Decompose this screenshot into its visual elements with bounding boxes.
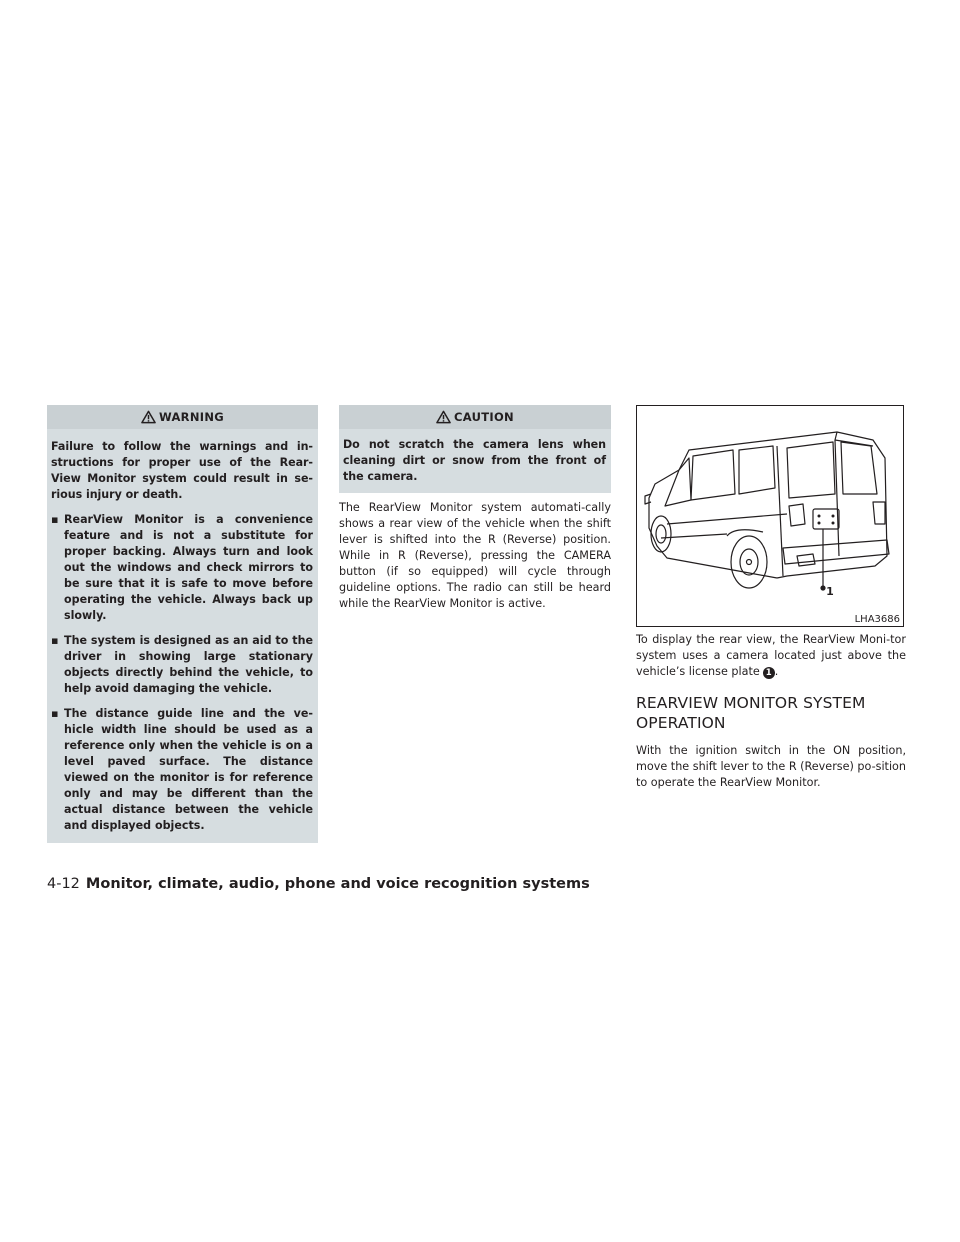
operation-paragraph: With the ignition switch in the ON position, move the shift lever to the R (Reverse) po-sition to operate the RearView Monitor. — [636, 744, 906, 789]
caution-column — [339, 405, 611, 612]
page-number: 4-12 — [47, 876, 80, 892]
bullet-dot-icon: ▪ — [51, 707, 59, 720]
figure-column — [636, 405, 906, 791]
caution-header — [339, 405, 611, 429]
section-heading: REARVIEW MONITOR SYSTEM OPERATION — [636, 694, 866, 732]
callout-1 — [820, 581, 840, 601]
page-footer — [47, 876, 590, 892]
warning-bullet: ▪ The distance guide line and the ve-hicle width line should be used as a reference only when the vehicle is on a level paved surface. The distance viewed on the monitor is for reference only and may be different than the actual distance between the vehicle and displayed objects. — [51, 707, 313, 832]
caution-title: CAUTION — [454, 410, 514, 424]
figure-code: LHA3686 — [854, 614, 900, 625]
van-illustration — [637, 406, 903, 626]
chapter-title: Monitor, climate, audio, phone and voice recognition systems — [85, 876, 590, 892]
caution-text: Do not scratch the camera lens when cleaning dirt or snow from the front of the camera. — [343, 438, 606, 483]
callout-number: 1 — [826, 584, 834, 598]
rearview-intro-paragraph: The RearView Monitor system automati-cally shows a rear view of the vehicle when the shift lever is shifted into the R (Reverse) position. While in R (Reverse), pressing the CAMERA button (if so equipped) will cycle through guideline options. The radio can still be heard while the RearView Monitor is active. — [339, 501, 611, 610]
bullet-dot-icon: ▪ — [51, 513, 59, 526]
warning-header — [47, 405, 318, 429]
warning-box — [47, 405, 318, 843]
camera-location-paragraph: To display the rear view, the RearView Moni-tor system uses a camera located just above the vehicle’s license plate 1 . — [636, 633, 906, 678]
callout-ref-icon: 1 — [763, 667, 775, 679]
warning-column — [47, 405, 318, 843]
warning-intro: Failure to follow the warnings and in-structions for proper use of the Rear-View Monitor system could result in se-rious injury or death. — [51, 440, 313, 501]
warning-title: WARNING — [159, 410, 224, 424]
van-rear-figure — [636, 405, 904, 627]
warning-triangle-icon — [141, 410, 156, 424]
warning-bullet: ▪ The system is designed as an aid to the driver in showing large stationary objects directly behind the vehicle, to help avoid damaging the vehicle. — [51, 634, 313, 695]
warning-bullet-list — [51, 512, 313, 834]
bullet-dot-icon: ▪ — [51, 634, 59, 647]
caution-box — [339, 405, 611, 493]
warning-bullet: ▪ RearView Monitor is a convenience feature and is not a substitute for proper backing. Always turn and look out the windows and check mirrors to be sure that it is safe to move before operating the vehicle. Always back up slowly. — [51, 513, 313, 622]
caution-triangle-icon — [436, 410, 451, 424]
